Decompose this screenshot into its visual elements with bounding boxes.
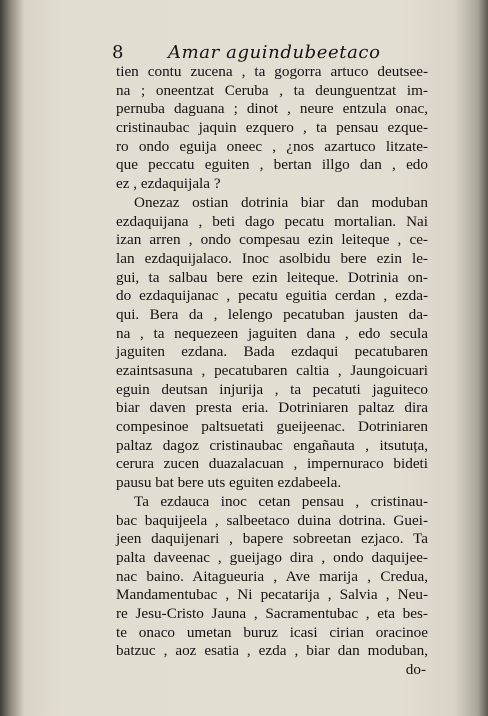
text-line: re Jesu-Cristo Jauna , Sacramentubac , eta bes- xyxy=(116,604,428,622)
text-line: jaguiten ezdana. Bada ezdaqui pecatubaren xyxy=(116,343,428,361)
text-line: Onezaz ostian dotrinia biar dan moduban xyxy=(134,193,428,211)
text-line: eguin deutsan injurija , ta pecatuti jaguiteco xyxy=(116,380,428,398)
running-head: Amar aguindubeetaco xyxy=(168,42,381,63)
text-line: ro ondo eguija oneec , ¿nos azartuco litzate- xyxy=(116,137,428,155)
text-line: ezaintsasuna , pecatubaren caltia , Jaungoicuari xyxy=(116,362,428,379)
text-line: pernuba daguana ; dinot , neure entzula onac, xyxy=(116,100,428,118)
text-line: lan ezdaquijalaco. Inoc asolbidu bere ezin le- xyxy=(116,249,428,267)
text-line: nac baino. Aitagueuria , Ave marija , Credua, xyxy=(116,567,428,585)
text-line: jeen daquijenari , bapere sobreetan ezjaco. Ta xyxy=(116,530,428,548)
text-line: Ta ezdauca inoc cetan pensau , cristinau- xyxy=(134,492,428,510)
text-line: qui. Bera da , lelengo pecatuban jausten da- xyxy=(116,305,428,323)
text-line: compesinoe paltsuetati gueijeenac. Dotriniaren xyxy=(116,418,428,436)
text-line: paltaz dagoz cristinaubac engañauta , itsutuța, xyxy=(116,436,428,454)
text-line: ez , ezdaquijala ? xyxy=(116,175,221,193)
text-line: pausu bat bere uts eguiten ezdabeela. xyxy=(116,474,342,492)
body-text xyxy=(116,63,428,680)
page-number: 8 xyxy=(112,42,124,63)
text-line: bac baquijeela , salbeetaco duina dotrina. Guei- xyxy=(116,511,428,529)
text-line: na ; oneentzat Ceruba , ta deunguentzat im- xyxy=(116,81,428,99)
text-line: cerura zucen duazalacuan , impernuraco bideti xyxy=(116,455,428,473)
text-line: tien contu zucena , ta gogorra artuco deutsee- xyxy=(116,63,428,80)
text-line: palta daveenac , gueijago dira , ondo daquijee- xyxy=(116,548,428,566)
text-line: biar daven presta eria. Dotriniaren paltaz dira xyxy=(116,399,428,417)
text-line: te onaco umetan buruz icasi cirian oracinoe xyxy=(116,623,428,641)
text-line: do ezdaquijanac , pecatu eguitia cerdan , ezda- xyxy=(116,287,428,305)
text-line: que peccatu eguiten , bertan illgo dan , edo xyxy=(116,156,428,174)
text-line: Mandamentubac , Ni pecatarija , Salvia , Neu- xyxy=(116,586,428,604)
paragraph-3 xyxy=(116,493,428,661)
text-line: batzuc , aoz esatia , ezda , biar dan moduban, xyxy=(116,642,428,660)
paragraph-2 xyxy=(116,194,428,493)
text-line: cristinaubac jaquin ezquero , ta pensau ezque- xyxy=(116,119,428,137)
text-line: gui, ta salbau bere ezin leiteque. Dotrinia on- xyxy=(116,268,428,286)
text-line: izan arren , ondo compesau ezin leiteque , ce- xyxy=(116,231,428,249)
catchword: do- xyxy=(405,661,426,678)
text-line: na , ta nequezeen jaguiten dana , edo secula xyxy=(116,324,428,342)
text-line: ezdaquijana , beti dago pecatu mortalian. Nai xyxy=(116,212,428,230)
paragraph-1 xyxy=(116,63,428,194)
